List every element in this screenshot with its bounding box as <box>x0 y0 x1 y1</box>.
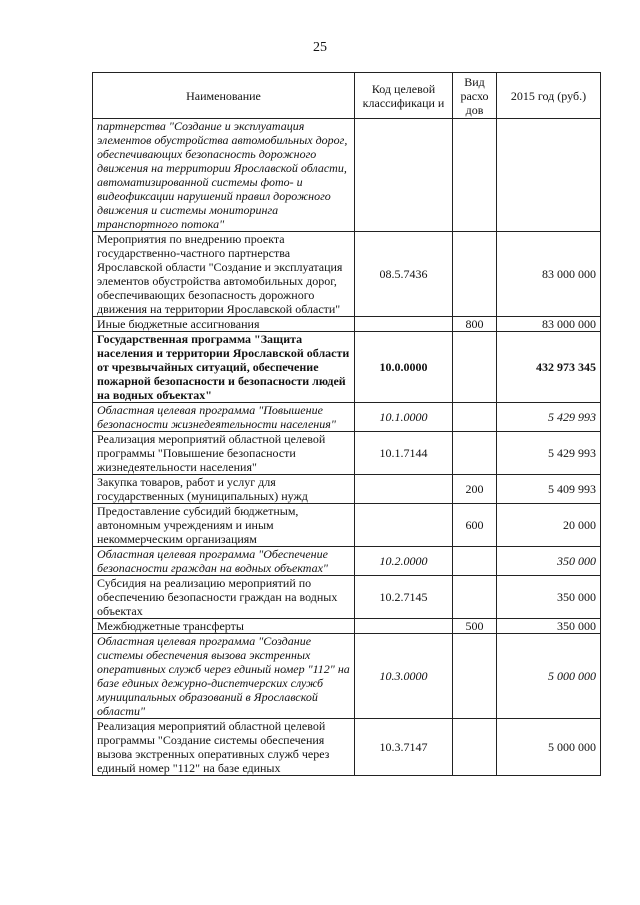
row-amount: 5 000 000 <box>497 634 601 719</box>
row-amount: 5 429 993 <box>497 432 601 475</box>
row-amount: 350 000 <box>497 547 601 576</box>
table-row <box>93 719 601 776</box>
row-name: Межбюджетные трансферты <box>93 619 355 634</box>
table-row <box>93 332 601 403</box>
row-kind: 200 <box>453 475 497 504</box>
row-name: Иные бюджетные ассигнования <box>93 317 355 332</box>
row-code <box>355 317 453 332</box>
row-code: 10.3.7147 <box>355 719 453 776</box>
row-code: 08.5.7436 <box>355 232 453 317</box>
row-code: 10.1.0000 <box>355 403 453 432</box>
row-kind <box>453 719 497 776</box>
row-kind <box>453 403 497 432</box>
table-row <box>93 504 601 547</box>
table-row <box>93 119 601 232</box>
row-name: Государственная программа "Защита населения и территории Ярославской области от чрезвычайных ситуаций, обеспечение пожарной безопасности и безопасности людей на водных объектах" <box>93 332 355 403</box>
table-row <box>93 634 601 719</box>
table-row <box>93 432 601 475</box>
budget-table <box>92 72 601 776</box>
table-row <box>93 619 601 634</box>
row-code: 10.1.7144 <box>355 432 453 475</box>
table-row <box>93 547 601 576</box>
row-amount: 5 000 000 <box>497 719 601 776</box>
table-row <box>93 576 601 619</box>
row-amount: 432 973 345 <box>497 332 601 403</box>
row-code: 10.3.0000 <box>355 634 453 719</box>
row-name: Областная целевая программа "Создание системы обеспечения вызова экстренных оперативных служб через единый номер "112" на базе единых дежурно-диспетчерских служб муниципальных образований в Ярославской области" <box>93 634 355 719</box>
row-code: 10.2.7145 <box>355 576 453 619</box>
row-amount: 83 000 000 <box>497 317 601 332</box>
row-name: партнерства "Создание и эксплуатация элементов обустройства автомобильных дорог, обеспечивающих безопасность дорожного движения на территории Ярославской области, автоматизированной системы фото- и видеофиксации нарушений правил дорожного движения и системы мониторинга транспортного потока" <box>93 119 355 232</box>
row-kind <box>453 576 497 619</box>
row-name: Предоставление субсидий бюджетным, автономным учреждениям и иным некоммерческим организациям <box>93 504 355 547</box>
row-name: Областная целевая программа "Повышение безопасности жизнедеятельности населения" <box>93 403 355 432</box>
row-name: Мероприятия по внедрению проекта государственно-частного партнерства Ярославской области "Создание и эксплуатация элементов обустройства автомобильных дорог, обеспечивающих безопасность дорожного движения на территории Ярославской области" <box>93 232 355 317</box>
table-header-row <box>93 73 601 119</box>
row-amount: 83 000 000 <box>497 232 601 317</box>
page-number: 25 <box>313 40 327 55</box>
row-kind <box>453 119 497 232</box>
row-kind: 600 <box>453 504 497 547</box>
row-kind <box>453 547 497 576</box>
row-amount: 350 000 <box>497 619 601 634</box>
row-amount: 350 000 <box>497 576 601 619</box>
row-name: Областная целевая программа "Обеспечение безопасности граждан на водных объектах" <box>93 547 355 576</box>
row-code <box>355 119 453 232</box>
row-code: 10.2.0000 <box>355 547 453 576</box>
header-kind: Вид расхо дов <box>453 73 497 119</box>
row-amount: 5 409 993 <box>497 475 601 504</box>
row-code <box>355 619 453 634</box>
row-kind <box>453 634 497 719</box>
row-kind <box>453 432 497 475</box>
row-code: 10.0.0000 <box>355 332 453 403</box>
row-name: Реализация мероприятий областной целевой программы "Создание системы обеспечения вызова экстренных оперативных служб через единый номер "112" на базе единых <box>93 719 355 776</box>
row-amount: 20 000 <box>497 504 601 547</box>
row-name: Реализация мероприятий областной целевой программы "Повышение безопасности жизнедеятельности населения" <box>93 432 355 475</box>
row-amount <box>497 119 601 232</box>
row-kind: 800 <box>453 317 497 332</box>
table-row <box>93 403 601 432</box>
row-kind <box>453 332 497 403</box>
row-kind: 500 <box>453 619 497 634</box>
header-code: Код целевой классификаци и <box>355 73 453 119</box>
row-code <box>355 504 453 547</box>
table-row <box>93 232 601 317</box>
row-code <box>355 475 453 504</box>
row-name: Субсидия на реализацию мероприятий по обеспечению безопасности граждан на водных объектах <box>93 576 355 619</box>
row-amount: 5 429 993 <box>497 403 601 432</box>
row-name: Закупка товаров, работ и услуг для государственных (муниципальных) нужд <box>93 475 355 504</box>
row-kind <box>453 232 497 317</box>
header-amount: 2015 год (руб.) <box>497 73 601 119</box>
header-name: Наименование <box>93 73 355 119</box>
table-row <box>93 317 601 332</box>
table-row <box>93 475 601 504</box>
